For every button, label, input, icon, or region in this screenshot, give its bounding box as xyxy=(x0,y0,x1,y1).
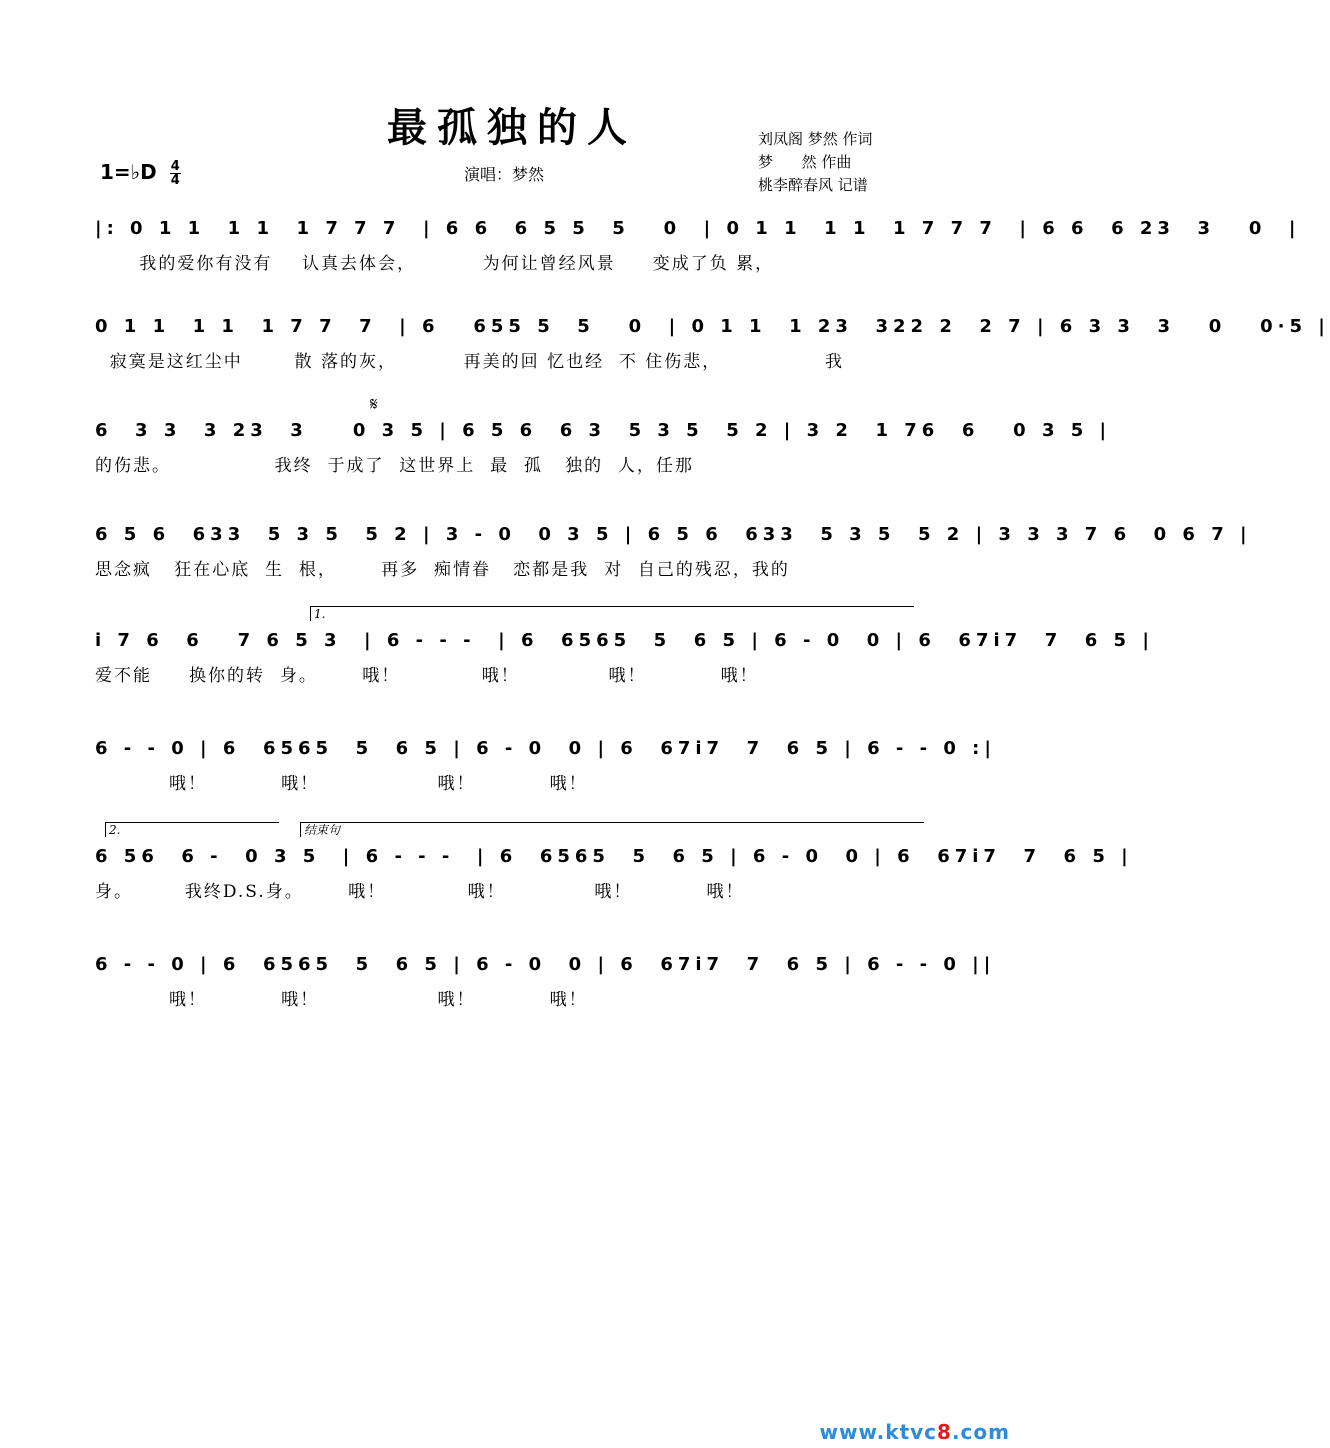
second-ending-bracket: 2. xyxy=(105,822,279,837)
score-row-8 xyxy=(95,950,996,1030)
meter-bottom: 4 xyxy=(170,173,180,188)
score-row-6 xyxy=(95,734,996,814)
notation-line: 6 - - 0 | 6 6565 5 6 5 | 6 - 0 0 | 6 67i7 7 6 5 | 6 - - 0 || xyxy=(95,954,996,975)
score-row-3 xyxy=(95,394,1112,496)
singer: 演唱：梦然 xyxy=(464,165,545,184)
score-row-1 xyxy=(95,214,1301,294)
lyric-line: 思念疯 狂在心底 生 根， 再多 痴情眷 恋都是我 对 自己的残忍，我的 xyxy=(95,560,790,580)
lyric-line: 爱不能 换你的转 身。 哦！ 哦！ 哦！ 哦！ xyxy=(95,666,759,686)
composer-credit: 梦 然 作曲 xyxy=(758,153,852,171)
score-row-2 xyxy=(95,312,1330,392)
watermark-suffix: .com xyxy=(951,1420,1010,1444)
segno-sign: 𝄋 xyxy=(370,394,378,415)
notation-line: 0 1 1 1 1 1 7 7 7 | 6 655 5 5 0 | 0 1 1 1 23 322 2 2 7 | 6 3 3 3 0 0·5 | xyxy=(95,316,1330,337)
site-watermark xyxy=(820,1420,1010,1444)
score-row-7 xyxy=(95,823,1133,922)
lyric-line: 哦！ 哦！ 哦！ 哦！ xyxy=(95,990,588,1010)
meter-top: 4 xyxy=(170,159,180,174)
notation-line: 6 5 6 633 5 3 5 5 2 | 3 - 0 0 3 5 | 6 5 6 633 5 3 5 5 2 | 3 3 3 7 6 0 6 7 | xyxy=(95,524,1252,545)
lyric-line: 身。 我终D.S.身。 哦！ 哦！ 哦！ 哦！ xyxy=(95,882,745,902)
key-label: 1=♭D xyxy=(100,160,157,184)
first-ending-bracket: 1. xyxy=(310,606,914,621)
watermark-accent: 8 xyxy=(937,1420,952,1444)
score-row-5 xyxy=(95,607,1154,706)
lyric-line: 我的爱你有没有 认真去体会， 为何让曾经风景 变成了负 累， xyxy=(95,254,775,274)
score-row-4 xyxy=(95,520,1252,600)
notation-line: |: 0 1 1 1 1 1 7 7 7 | 6 6 6 5 5 5 0 | 0 1 1 1 1 1 7 7 7 | 6 6 6 23 3 0 | xyxy=(95,218,1301,239)
notation-line: 6 - - 0 | 6 6565 5 6 5 | 6 - 0 0 | 6 67i7 7 6 5 | 6 - - 0 :| xyxy=(95,738,996,759)
key-signature xyxy=(100,160,181,187)
lyric-line: 寂寞是这红尘中 散 落的灰， 再美的回 忆也经 不 住伤悲， 我 xyxy=(95,352,844,372)
lyric-line: 哦！ 哦！ 哦！ 哦！ xyxy=(95,774,588,794)
notation-line: 6 56 6 - 0 3 5 | 6 - - - | 6 6565 5 6 5 | 6 - 0 0 | 6 67i7 7 6 5 | xyxy=(95,846,1133,867)
transcriber-credit: 桃李醉春风 记谱 xyxy=(758,176,868,194)
lyric-line: 的伤悲。 我终 于成了 这世界上 最 孤 独的 人，任那 xyxy=(95,456,694,476)
notation-line: i 7 6 6 7 6 5 3 | 6 - - - | 6 6565 5 6 5 | 6 - 0 0 | 6 67i7 7 6 5 | xyxy=(95,630,1154,651)
credits xyxy=(758,128,938,197)
coda-bracket: 结束句 xyxy=(300,822,924,837)
time-signature xyxy=(170,160,181,187)
song-title: 最孤独的人 xyxy=(387,104,637,151)
notation-line: 6 3 3 3 23 3 0 3 5 | 6 5 6 6 3 5 3 5 5 2 | 3 2 1 76 6 0 3 5 | xyxy=(95,420,1112,441)
watermark-prefix: www.ktvc xyxy=(819,1420,938,1444)
lyricist-credit: 刘凤阁 梦然 作词 xyxy=(758,130,873,148)
